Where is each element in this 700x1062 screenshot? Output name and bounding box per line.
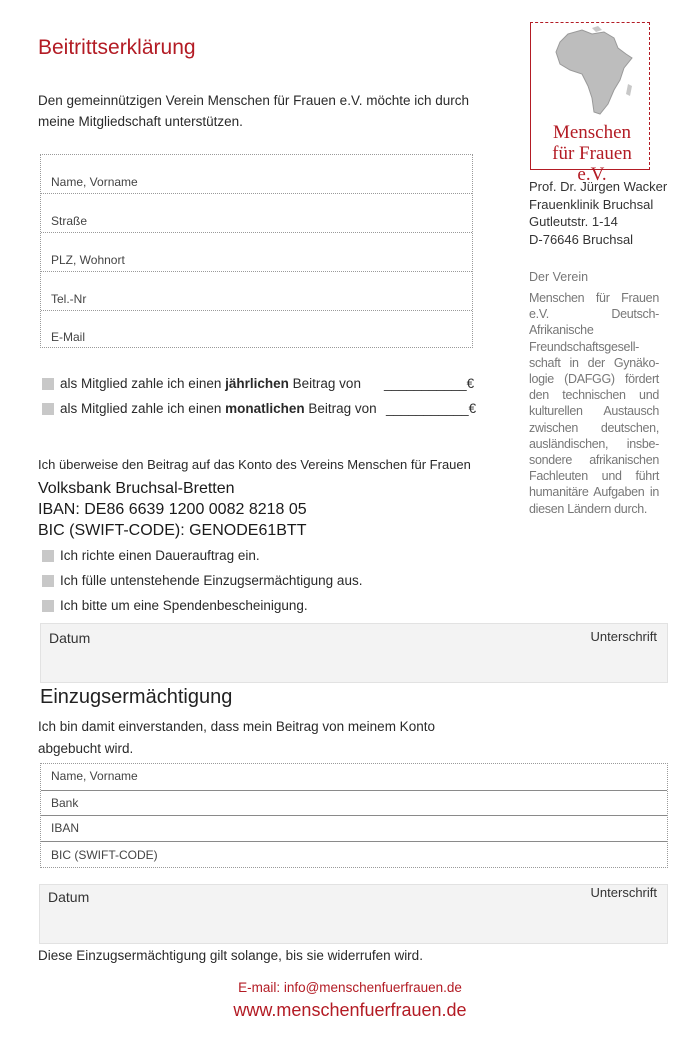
field-email[interactable] bbox=[41, 311, 472, 348]
africa-map-icon bbox=[548, 24, 638, 120]
fee-text: als Mitglied zahle ich einen bbox=[60, 401, 222, 416]
field-label: PLZ, Wohnort bbox=[51, 253, 125, 267]
field-label: BIC (SWIFT-CODE) bbox=[51, 848, 158, 862]
signature-box[interactable] bbox=[40, 623, 668, 683]
address-line: Prof. Dr. Jürgen Wacker bbox=[529, 179, 668, 194]
address-line: Frauenklinik Bruchsal bbox=[529, 196, 654, 212]
signature-label: Unterschrift bbox=[590, 885, 657, 900]
bank-name: Volksbank Bruchsal-Bretten bbox=[38, 480, 235, 497]
field-name[interactable] bbox=[41, 155, 472, 194]
field-label: IBAN bbox=[51, 821, 80, 835]
mandate-consent: Ich bin damit einverstanden, dass mein Beitrag von meinem Konto abgebucht wird. bbox=[38, 719, 435, 756]
option-donation-receipt[interactable] bbox=[42, 598, 308, 613]
member-form bbox=[40, 154, 473, 348]
mandate-signature-box[interactable] bbox=[39, 884, 668, 944]
field-label: Tel.-Nr bbox=[51, 292, 87, 306]
transfer-text: Ich überweise den Beitrag auf das Konto des Vereins Menschen für Frauen bbox=[38, 457, 471, 472]
mandate-title: Einzugsermächtigung bbox=[40, 686, 233, 708]
bank-details bbox=[38, 478, 307, 541]
email-link[interactable]: E-mail: info@menschenfuerfrauen.de bbox=[238, 980, 462, 995]
field-label: Name, Vorname bbox=[51, 769, 138, 783]
checkbox[interactable] bbox=[42, 600, 54, 612]
checkbox[interactable] bbox=[42, 575, 54, 587]
option-label: Ich richte einen Dauerauftrag ein. bbox=[60, 548, 260, 563]
field-iban[interactable] bbox=[41, 816, 667, 842]
date-label: Datum bbox=[48, 889, 90, 905]
date-label: Datum bbox=[49, 630, 91, 646]
monthly-fee-option[interactable] bbox=[42, 401, 377, 416]
verein-heading: Der Verein bbox=[529, 270, 589, 284]
checkbox[interactable] bbox=[42, 550, 54, 562]
signature-label: Unterschrift bbox=[590, 629, 657, 644]
option-label: Ich fülle untenstehende Einzugsermächtigung aus. bbox=[60, 573, 363, 588]
mandate-validity: Diese Einzugsermächtigung gilt solange, bis sie widerrufen wird. bbox=[38, 948, 423, 963]
bank-bic: BIC (SWIFT-CODE): GENODE61BTT bbox=[38, 522, 307, 539]
address-block bbox=[529, 178, 667, 248]
logo-text-line1: Menschen bbox=[552, 122, 632, 143]
address-line: Gutleutstr. 1-14 bbox=[529, 214, 618, 229]
monthly-amount-field[interactable]: ___________€ bbox=[386, 401, 477, 416]
yearly-amount-field[interactable]: ___________€ bbox=[384, 376, 475, 391]
mandate-form bbox=[40, 763, 668, 868]
field-label: E-Mail bbox=[51, 330, 86, 344]
address-line: D-76646 Bruchsal bbox=[529, 231, 634, 247]
option-label: Ich bitte um eine Spendenbescheinigung. bbox=[60, 598, 308, 613]
website-link[interactable]: www.menschenfuerfrauen.de bbox=[233, 1000, 467, 1020]
fee-text: als Mitglied zahle ich einen bbox=[60, 376, 222, 391]
fee-emphasis: jährlichen bbox=[225, 376, 289, 391]
logo bbox=[530, 22, 650, 185]
fee-text: Beitrag von bbox=[292, 376, 361, 391]
field-bank[interactable] bbox=[41, 790, 667, 816]
field-label: Straße bbox=[51, 214, 88, 228]
field-label: Bank bbox=[51, 796, 79, 810]
field-bic[interactable] bbox=[41, 843, 667, 869]
option-direct-debit[interactable] bbox=[42, 573, 362, 588]
fee-text: Beitrag von bbox=[308, 401, 377, 416]
checkbox[interactable] bbox=[42, 378, 54, 390]
field-zip-city[interactable] bbox=[41, 233, 472, 272]
yearly-fee-option[interactable] bbox=[42, 376, 361, 391]
intro-text: Den gemeinnützigen Verein Menschen für Frauen e.V. möchte ich durch meine Mitgliedschaft unterstützen. bbox=[38, 93, 470, 129]
checkbox[interactable] bbox=[42, 403, 54, 415]
option-standing-order[interactable] bbox=[42, 548, 260, 563]
bank-iban: IBAN: DE86 6639 1200 0082 8218 05 bbox=[38, 501, 307, 518]
field-phone[interactable] bbox=[41, 272, 472, 311]
field-label: Name, Vorname bbox=[51, 175, 138, 189]
fee-emphasis: monatlichen bbox=[225, 401, 305, 416]
form-title: Beitrittserklärung bbox=[38, 36, 196, 59]
field-street[interactable] bbox=[41, 194, 472, 233]
logo-text-line2: für Frauen e.V. bbox=[552, 143, 632, 185]
verein-description: Menschen für Frauen e.V. Deutsch-Afrikanische Freundschaftsgesell-schaft in der Gynäko-logie (DAFGG) fördert den technischen und kulturellen Austausch zwischen deutschen, ausländischen, insbe-sondere afrikanischen Fachleuten und führt humanitäre Aufgaben in diesen Ländern durch. bbox=[529, 291, 659, 516]
field-name[interactable] bbox=[41, 764, 667, 790]
